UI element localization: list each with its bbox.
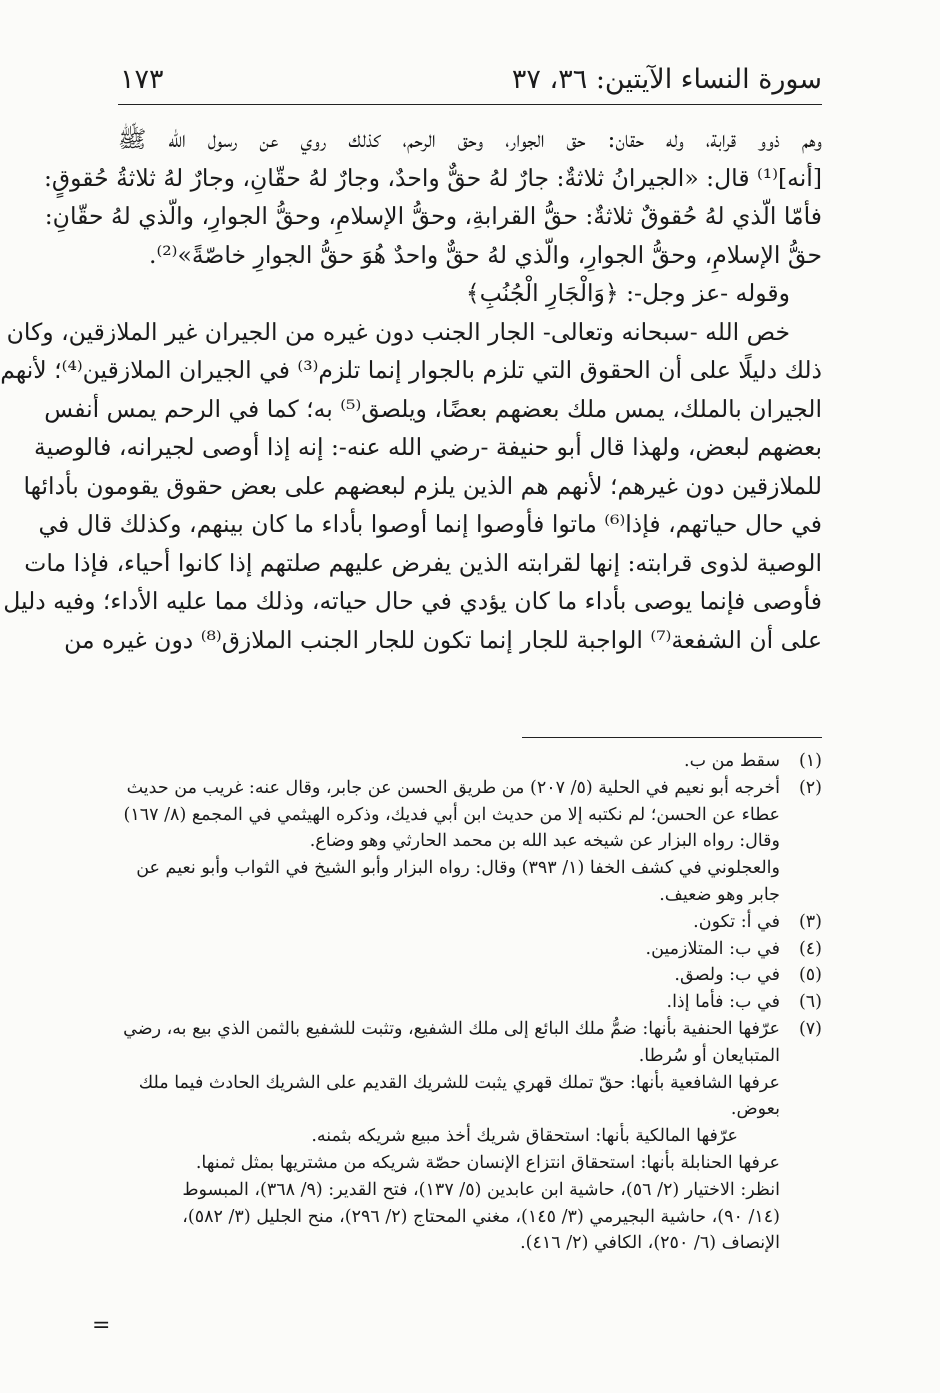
footnote-line: المتبايعان أو سُرطا. [638, 1045, 780, 1066]
text-line: الجيران بالملك، يمس ملك بعضهم بعضًا، ويلصق⁽⁵⁾ به؛ كما في الرحم يمس أنفس [44, 394, 822, 423]
margin-mark: = [92, 1313, 111, 1338]
running-title: سورة النساء الآيتين: ٣٦، ٣٧ [511, 63, 822, 95]
footnote-line: في ب: ولصق. [674, 965, 780, 986]
footnote-line: عرفها الحنابلة بأنها: استحقاق انتزاع الإنسان حصّة شريكه من مشتريها بمثل ثمنها. [195, 1152, 780, 1173]
footnote [118, 1016, 822, 1257]
text-line: حقُّ الإسلامِ، وحقُّ الجوارِ، والّذي لهُ حقٌّ واحدٌ هُوَ حقُّ الجوارِ خاصّةً»⁽²⁾. [149, 240, 822, 269]
footnote-number: (٧) [798, 1018, 822, 1039]
footnote-line: في أ: تكون. [693, 911, 780, 932]
footnote-line: أخرجه أبو نعيم في الحلية (٥/ ٢٠٧) من طريق الحسن عن جابر، وقال عنه: غريب من حديث [126, 777, 780, 798]
text-line: وهم ذوو قرابة، وله حقان: حق الجوار، وحق الرحم، كذلك روي عن رسول الله ﷺ [118, 125, 822, 153]
text-line: [أنه]⁽¹⁾ قال: «الجيرانُ ثلاثةٌ: جارٌ لهُ حقٌّ واحدٌ، وجارٌ لهُ حقّانِ، وجارٌ لهُ ثلاثةُ حُقوقٍ: [44, 163, 822, 192]
footnote-number: (٤) [798, 938, 822, 959]
footnote-line: سقط من ب. [684, 751, 780, 771]
text-line: فأوصى فإنما يوصى بأداء ما كان يؤدي في حال حياته، وذلك مما عليه الأداء؛ وفيه دليل [3, 587, 822, 615]
footnote [118, 775, 822, 909]
text-line: ذلك دليلًا على أن الحقوق التي تلزم بالجوار إنما تلزم⁽³⁾ في الجيران الملازقين⁽⁴⁾؛ لأنهم [0, 356, 822, 384]
footnotes [118, 748, 822, 1257]
footnote-number: (٢) [798, 777, 822, 798]
footnote-line: بعوض. [730, 1099, 780, 1120]
footnote-line: في ب: فأما إذا. [666, 992, 780, 1013]
footnote-number: (٥) [798, 965, 822, 986]
footnote [118, 748, 822, 775]
text-line: في حال حياتهم، فإذا⁽⁶⁾ ماتوا فأوصوا إنما أوصوا بأداء ما كان بينهم، وكذلك قال في [38, 510, 822, 538]
footnote-line: عرّفها الحنفية بأنها: ضمُّ ملك البائع إلى ملك الشفيع، وتثبت للشفيع بالثمن الذي بيع به، رضي [123, 1018, 780, 1039]
footnote-line: انظر: الاختيار (٢/ ٥٦)، حاشية ابن عابدين (٥/ ١٣٧)، فتح القدير: (٩/ ٣٦٨)، المبسوط [182, 1179, 780, 1200]
footnote-line: عطاء عن الحسن؛ لم نكتبه إلا من حديث ابن أبي فديك، وذكره الهيثمي في المجمع (٨/ ١٦٧) [123, 804, 780, 825]
header-rule [118, 104, 822, 105]
footnote [118, 962, 822, 989]
footnote-line: (١٤/ ٩٠)، حاشية البجيرمي (٣/ ١٤٥)، مغني المحتاج (٢/ ٢٩٦)، منح الجليل (٣/ ٥٨٢)، [182, 1206, 780, 1227]
footnote-line: عرّفها المالكية بأنها: استحقاق شريك أخذ مبيع شريكه بثمنه. [311, 1126, 738, 1147]
footnote-number: (٣) [798, 911, 822, 932]
footnote-number: (٦) [798, 992, 822, 1013]
text-line: فأمّا الّذي لهُ حُقوقٌ ثلاثةٌ: حقُّ القرابةِ، وحقُّ الإسلامِ، وحقُّ الجوارِ، والّذي لهُ حقّانِ: [44, 202, 822, 230]
footnote-line: في ب: المتلازمين. [645, 938, 780, 959]
footnote-rule [522, 737, 822, 738]
text-line: على أن الشفعة⁽⁷⁾ الواجبة للجار إنما تكون للجار الجنب الملازق⁽⁸⁾ دون غيره من [64, 625, 822, 654]
text-line: للملازقين دون غيرهم؛ لأنهم هم الذين يلزم لبعضهم على بعض حقوق يقومون بأدائها [23, 471, 822, 500]
footnote-line: الإنصاف (٦/ ٢٥٠)، الكافي (٢/ ٤١٦). [520, 1233, 780, 1254]
text-line: الوصية لذوى قرابته: إنها لقرابته الذين يفرض عليهم صلتهم إذا كانوا أحياء، فإذا مات [24, 548, 822, 577]
footnote-line: عرفها الشافعية بأنها: حقّ تملك قهري يثبت للشريك القديم على الشريك الحادث فيما ملك [138, 1072, 780, 1093]
page-header [120, 58, 822, 100]
footnote-line: جابر وهو ضعيف. [659, 884, 780, 905]
footnote-number: (١) [798, 751, 822, 771]
footnote [118, 909, 822, 936]
footnote-line: وقال: رواه البزار عن شيخه عبد الله بن محمد الحارثي وهو وضاع. [309, 831, 780, 852]
footnote [118, 989, 822, 1016]
text-line: بعضهم لبعض، ولهذا قال أبو حنيفة -رضي الله عنه-: إنه إذا أوصى لجيرانه، فالوصية [34, 433, 822, 461]
footnote-line: والعجلوني في كشف الخفا (١/ ٣٩٣) وقال: رواه البزار وأبو الشيخ في الثواب وأبو نعيم عن [136, 858, 780, 879]
text-line: خص الله -سبحانه وتعالى- الجار الجنب دون غيره من الجيران غير الملازقين، وكان [6, 317, 790, 346]
page-number: ١٧٣ [120, 63, 164, 95]
footnote [118, 936, 822, 963]
text-line: وقوله -عز وجل-: ﴿وَالْجَارِ الْجُنُبِ﴾ [465, 279, 790, 307]
main-text [0, 120, 822, 659]
